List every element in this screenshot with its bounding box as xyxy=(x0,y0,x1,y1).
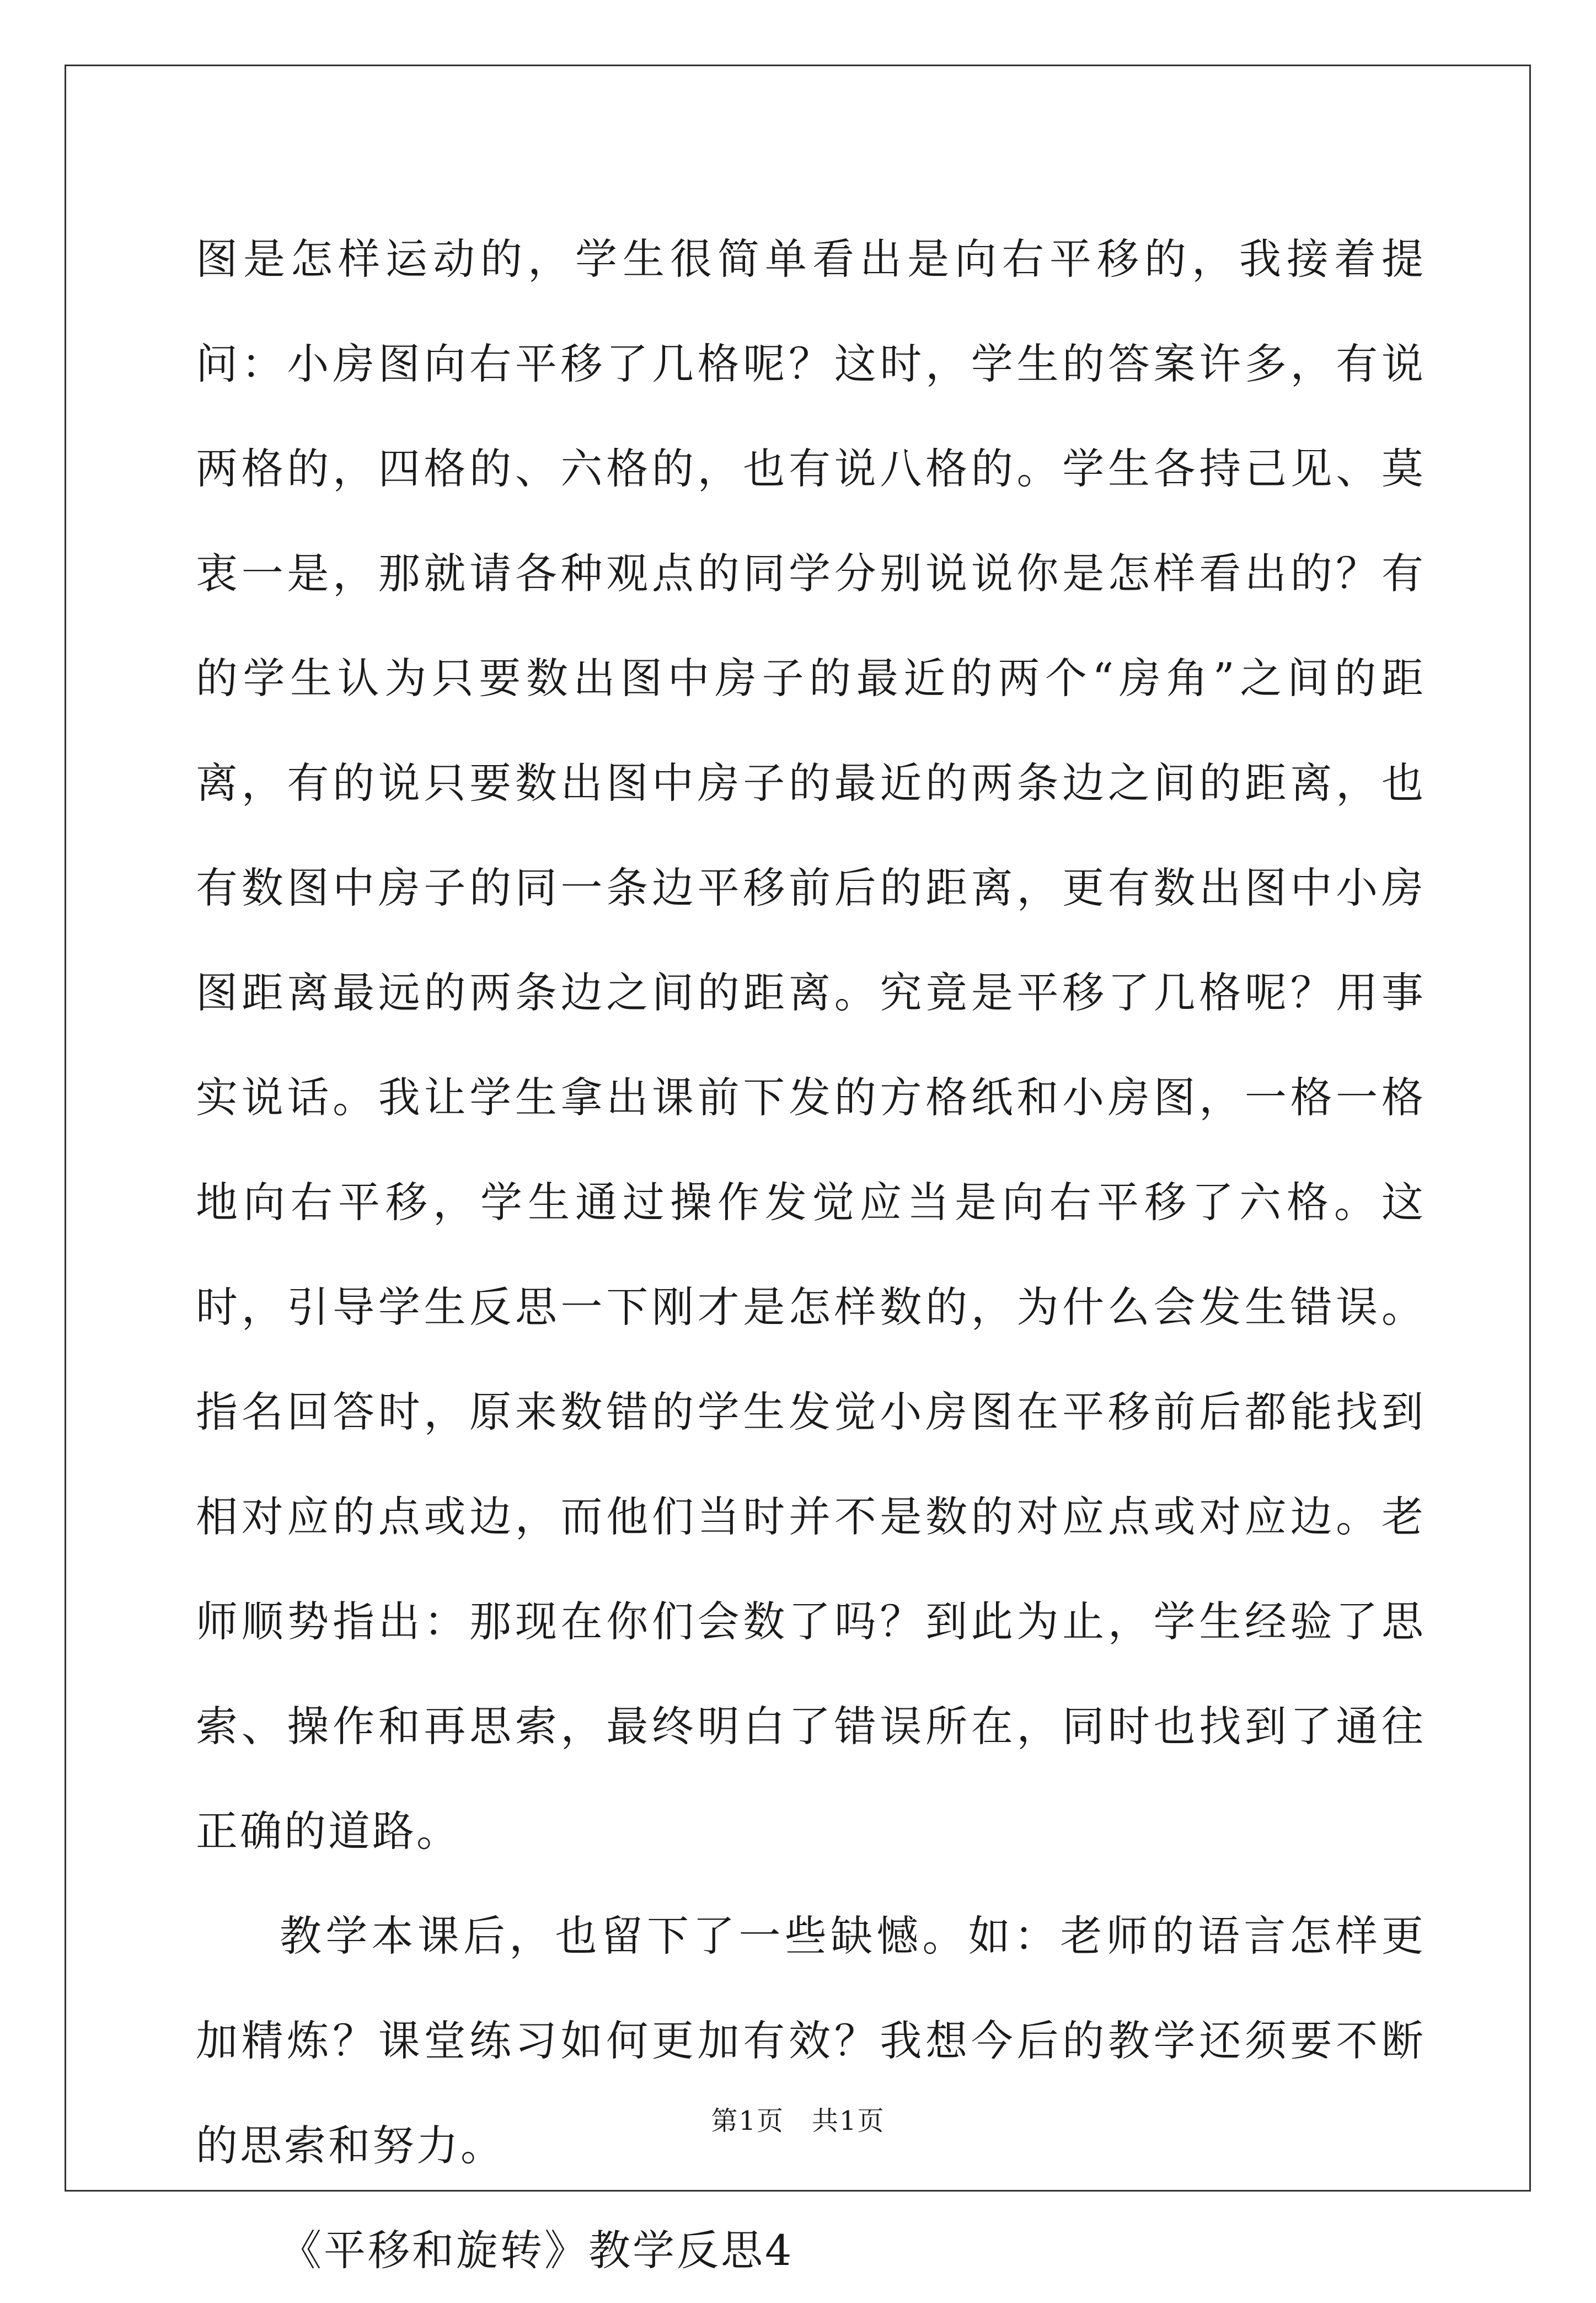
paragraph-continued: 图是怎样运动的，学生很简单看出是向右平移的，我接着提问：小房图向右平移了几格呢？这时，学生的答案许多，有说两格的，四格的、六格的，也有说八格的。学生各持己见、莫衷一是，那就请各种观点的同学分别说说你是怎样看出的？有的学生认为只要数出图中房子的最近的两个“房角”之间的距离，有的说只要数出图中房子的最近的两条边之间的距离，也有数图中房子的同一条边平移前后的距离，更有数出图中小房图距离最远的两条边之间的距离。究竟是平移了几格呢？用事实说话。我让学生拿出课前下发的方格纸和小房图，一格一格地向右平移，学生通过操作发觉应当是向右平移了六格。这时，引导学生反思一下刚才是怎样数的，为什么会发生错误。指名回答时，原来数错的学生发觉小房图在平移前后都能找到相对应的点或边，而他们当时并不是数的对应点或对应边。老师顺势指出：那现在你们会数了吗？到此为止，学生经验了思索、操作和再思索，最终明白了错误所在，同时也找到了通往正确的道路。 xyxy=(196,234,1426,1856)
page-footer: 第1页 共1页 xyxy=(711,2106,885,2136)
document-body xyxy=(196,207,1426,2303)
paragraph-reflection: 教学本课后，也留下了一些缺憾。如：老师的语言怎样更加精炼？课堂练习如何更加有效？我想今后的教学还须要不断的思索和努力。 xyxy=(196,1911,1426,2170)
section-heading: 《平移和旋转》教学反思4 xyxy=(280,2226,794,2275)
